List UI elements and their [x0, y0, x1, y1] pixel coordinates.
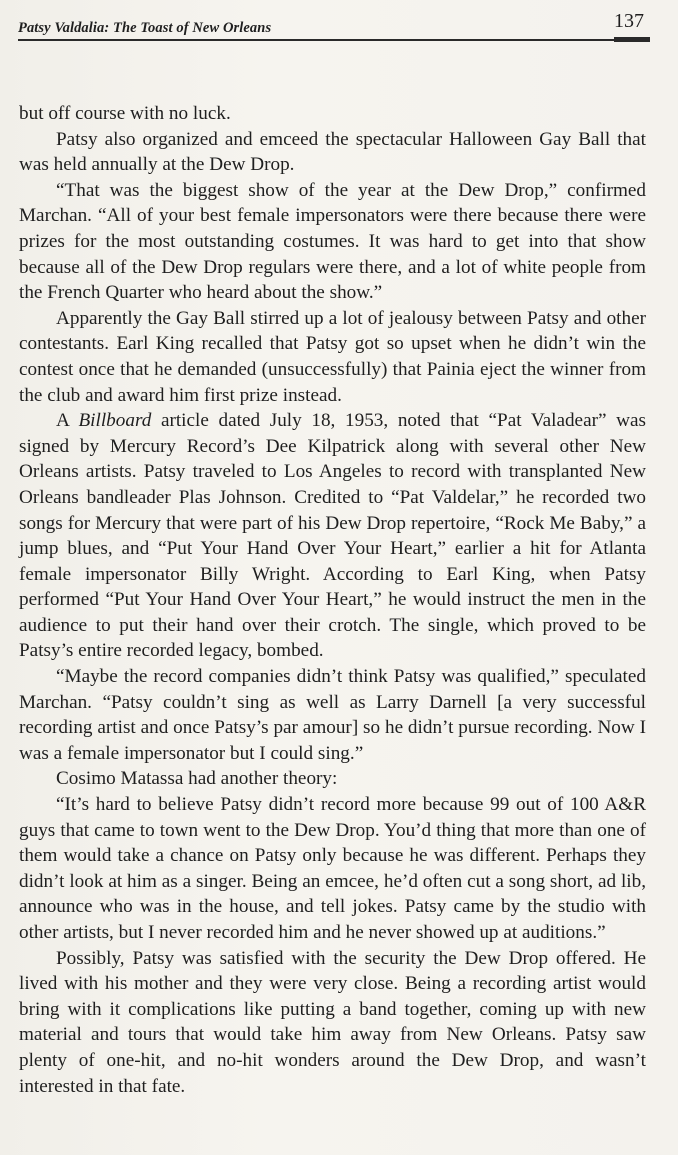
paragraph-6: “Maybe the record companies didn’t think Patsy was qualified,” speculated Marchan. “Patsy couldn’t sing as well as Larry Darnell [a very successful recording artist and once Patsy’s par amour] so he didn’t pursue recording. Now I was a female impersonator but I could sing.”: [19, 666, 646, 764]
header-rule: [18, 39, 648, 41]
paragraph-7: Cosimo Matassa had another theory:: [56, 768, 338, 790]
header-rule-end: [614, 37, 650, 42]
paragraph-5-lead: A: [56, 410, 79, 432]
publication-title: Billboard: [78, 410, 152, 432]
paragraph-9: Possibly, Patsy was satisfied with the security the Dew Drop offered. He lived with his mother and they were very close. Being a recording artist would bring with it complications like putting a band together, coming up with new material and tours that would take him away from New Orleans. Patsy saw plenty of one-hit, and no-hit wonders around the Dew Drop, and wasn’t interested in that fate.: [19, 947, 646, 1097]
paragraph-8: “It’s hard to believe Patsy didn’t record more because 99 out of 100 A&R guys that came to town went to the Dew Drop. You’d thing that more than one of them would take a chance on Patsy only because he was different. Perhaps they didn’t look at him as a singer. Being an emcee, he’d often cut a song short, ad lib, announce who was in the house, and tell jokes. Patsy came by the studio with other artists, but I never recorded him and he never showed up at auditions.”: [19, 794, 646, 943]
paragraph-5-rest: article dated July 18, 1953, noted that “Pat Valadear” was signed by Mercury Record’s Dee Kilpatrick along with several other New Orleans artists. Patsy traveled to Los Angeles to record with transplanted New Orleans bandleader Plas Johnson. Credited to “Pat Valdelar,” he recorded two songs for Mercury that were part of his Dew Drop repertoire, “Rock Me Baby,” a jump blues, and “Put Your Hand Over Your Heart,” earlier a hit for Atlanta female impersonator Billy Wright. According to Earl King, when Patsy performed “Put Your Hand Over Your Heart,” he would instruct the men in the audience to put their hand over their crotch. The single, which proved to be Patsy’s entire recorded legacy, bombed.: [19, 410, 646, 662]
body-text: [19, 101, 646, 1099]
paragraph-5: [19, 408, 646, 664]
paragraph-3: “That was the biggest show of the year at the Dew Drop,” confirmed Marchan. “All of your best female impersonators were there because there were prizes for the most outstanding costumes. It was hard to get into that show because all of the Dew Drop regulars were there, and a lot of white people from the French Quarter who heard about the show.”: [19, 179, 646, 304]
page-number: 137: [614, 10, 644, 32]
running-title: Patsy Valdalia: The Toast of New Orleans: [18, 20, 272, 36]
paragraph-2: Patsy also organized and emceed the spectacular Halloween Gay Ball that was held annually at the Dew Drop.: [19, 128, 646, 176]
paragraph-1: but off course with no luck.: [19, 103, 231, 124]
running-header: [18, 8, 650, 42]
paragraph-4: Apparently the Gay Ball stirred up a lot of jealousy between Patsy and other contestants. Earl King recalled that Patsy got so upset when he didn’t win the contest once that he demanded (unsuccessfully) that Painia eject the winner from the club and award him first prize instead.: [19, 307, 646, 406]
